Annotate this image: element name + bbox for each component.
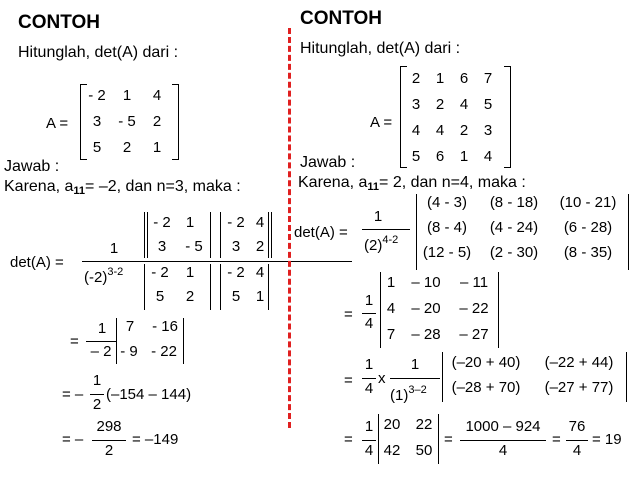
det-cell: – 11 bbox=[459, 274, 489, 291]
left-step1-den: $(-2)^{3-2}$ bbox=[84, 266, 124, 286]
det-cell: 1 bbox=[185, 264, 195, 281]
det-cell: - 5 bbox=[185, 238, 203, 255]
left-det4-bar-l bbox=[220, 264, 221, 310]
matrix-cell: 3 bbox=[92, 113, 102, 130]
right-step4-bar-r bbox=[438, 414, 439, 464]
right-step4-fraction-bar2 bbox=[460, 440, 546, 441]
det-cell: (–28 + 70) bbox=[451, 379, 521, 396]
matrix-cell: 4 bbox=[459, 96, 469, 113]
left-det2-bar-l bbox=[220, 212, 221, 258]
right-step1-lhs: det(A) = bbox=[294, 224, 348, 241]
left-title: CONTOH bbox=[18, 12, 100, 33]
left-det2-bar-r bbox=[268, 212, 269, 258]
right-step2-fraction-bar bbox=[362, 313, 376, 314]
det-cell: 7 bbox=[125, 318, 135, 335]
left-prompt: Hitunglah, det(A) dari : bbox=[18, 44, 179, 61]
right-step4-fraction-bar3 bbox=[566, 440, 588, 441]
matrix-cell: 2 bbox=[411, 70, 421, 87]
det-cell: 1 bbox=[386, 274, 396, 291]
left-step1-num: 1 bbox=[109, 240, 119, 257]
right-step3-times: x bbox=[378, 370, 386, 387]
left-det2-bar-r2 bbox=[271, 212, 272, 258]
matrix-cell: 2 bbox=[152, 113, 162, 130]
det-cell: 4 bbox=[386, 300, 396, 317]
left-matrix-bracket-right bbox=[172, 84, 179, 160]
right-step4-num2: 1000 – 924 bbox=[465, 418, 541, 435]
det-cell: (6 - 28) bbox=[563, 219, 613, 236]
matrix-cell: 1 bbox=[435, 70, 445, 87]
left-step4-den: 2 bbox=[104, 442, 114, 459]
det-cell: 50 bbox=[415, 442, 433, 459]
det-cell: 3 bbox=[157, 238, 167, 255]
left-step2-eq: = bbox=[70, 333, 79, 350]
det-cell: (8 - 35) bbox=[563, 244, 613, 261]
right-step1-num: 1 bbox=[373, 208, 383, 225]
matrix-cell: 2 bbox=[459, 122, 469, 139]
right-step3-fraction-bar2 bbox=[390, 378, 440, 379]
det-cell: 1 bbox=[185, 214, 195, 231]
right-step3-num2: 1 bbox=[410, 356, 420, 373]
matrix-cell: 1 bbox=[459, 148, 469, 165]
det-cell: - 16 bbox=[152, 318, 178, 335]
left-step3-rest: (–154 – 144) bbox=[106, 386, 192, 403]
det-cell: 2 bbox=[255, 238, 265, 255]
right-step2-bar-l bbox=[380, 272, 381, 348]
right-step4-num: 1 bbox=[364, 418, 374, 435]
left-matrix-label: A = bbox=[46, 115, 69, 132]
right-step4-eq2: = bbox=[444, 431, 453, 448]
right-step4-result: = 19 bbox=[592, 431, 622, 448]
left-det3-bar-l bbox=[144, 264, 145, 310]
det-cell: – 20 bbox=[411, 300, 441, 317]
matrix-cell: 3 bbox=[411, 96, 421, 113]
left-step3-eq: = – bbox=[62, 386, 84, 403]
det-cell: 4 bbox=[255, 264, 265, 281]
right-step2-bar-r bbox=[498, 272, 499, 348]
left-step2-fraction-bar bbox=[86, 341, 116, 342]
right-step1-fraction-bar bbox=[362, 229, 410, 230]
left-step4-result: = –149 bbox=[132, 431, 179, 448]
left-answer-label: Jawab : bbox=[4, 158, 60, 175]
right-step4-fraction-bar bbox=[362, 440, 376, 441]
matrix-cell: 4 bbox=[435, 122, 445, 139]
matrix-cell: 4 bbox=[483, 148, 493, 165]
det-cell: 22 bbox=[415, 416, 433, 433]
left-step4-fraction-bar bbox=[92, 440, 126, 441]
right-step2-num: 1 bbox=[364, 292, 374, 309]
det-cell: 7 bbox=[386, 326, 396, 343]
right-title: CONTOH bbox=[300, 8, 382, 29]
matrix-cell: 2 bbox=[435, 96, 445, 113]
left-det1-bar-l bbox=[144, 212, 145, 258]
left-det3-bar-r bbox=[210, 264, 211, 310]
det-cell: (8 - 18) bbox=[489, 194, 539, 211]
right-step1-den: $(2)^{4-2}$ bbox=[364, 234, 399, 254]
left-step3-num: 1 bbox=[92, 372, 102, 389]
right-step4-num3: 76 bbox=[568, 418, 586, 435]
matrix-cell: 2 bbox=[122, 139, 132, 156]
left-step4-eq: = – bbox=[62, 431, 84, 448]
right-step3-bar-r bbox=[626, 352, 627, 402]
left-step4-num: 298 bbox=[96, 418, 122, 435]
matrix-cell: 1 bbox=[122, 87, 132, 104]
matrix-cell: - 5 bbox=[118, 113, 136, 130]
right-step3-fraction-bar bbox=[362, 378, 376, 379]
right-step3-num: 1 bbox=[364, 356, 374, 373]
det-cell: (–22 + 44) bbox=[544, 354, 614, 371]
det-cell: (2 - 30) bbox=[489, 244, 539, 261]
det-cell: (8 - 4) bbox=[426, 219, 467, 236]
left-step2-den: – 2 bbox=[90, 343, 112, 360]
det-cell: 5 bbox=[155, 288, 165, 305]
matrix-cell: 7 bbox=[483, 70, 493, 87]
det-cell: (–20 + 40) bbox=[451, 354, 521, 371]
det-cell: 42 bbox=[383, 442, 401, 459]
matrix-cell: 5 bbox=[411, 148, 421, 165]
det-cell: 1 bbox=[255, 288, 265, 305]
right-step4-bar-l bbox=[378, 414, 379, 464]
matrix-cell: 3 bbox=[483, 122, 493, 139]
matrix-cell: 6 bbox=[459, 70, 469, 87]
left-det4-bar-r bbox=[268, 264, 269, 310]
det-cell: (–27 + 77) bbox=[544, 379, 614, 396]
det-cell: – 27 bbox=[459, 326, 489, 343]
det-cell: - 22 bbox=[151, 343, 177, 360]
det-cell: (4 - 24) bbox=[489, 219, 539, 236]
det-cell: – 28 bbox=[411, 326, 441, 343]
left-step2-num: 1 bbox=[97, 320, 107, 337]
det-cell: – 22 bbox=[459, 300, 489, 317]
left-step1-lhs: det(A) = bbox=[10, 254, 64, 271]
det-cell: - 2 bbox=[151, 264, 169, 281]
matrix-cell: 6 bbox=[435, 148, 445, 165]
right-step2-eq: = bbox=[344, 306, 353, 323]
left-step1-fraction-bar bbox=[82, 261, 352, 262]
det-cell: 4 bbox=[255, 214, 265, 231]
right-answer-label: Jawab : bbox=[300, 154, 356, 171]
det-cell: 5 bbox=[231, 288, 241, 305]
right-prompt: Hitunglah, det(A) dari : bbox=[300, 40, 461, 57]
det-cell: - 2 bbox=[227, 214, 245, 231]
left-step3-den: 2 bbox=[92, 396, 102, 413]
det-cell: - 2 bbox=[227, 264, 245, 281]
left-given: Karena, $a_{11}= -2$, dan n=3, maka : bbox=[4, 178, 241, 197]
left-step3-fraction-bar bbox=[90, 394, 104, 395]
right-step3-den: 4 bbox=[364, 380, 374, 397]
column-divider bbox=[288, 28, 291, 428]
left-step2-bar-r bbox=[183, 318, 184, 364]
right-step3-bar-l bbox=[442, 352, 443, 402]
det-cell: (10 - 21) bbox=[559, 194, 617, 211]
det-cell: 2 bbox=[185, 288, 195, 305]
right-given: Karena, $a_{11}= 2$, dan n=4, maka : bbox=[298, 174, 526, 193]
det-cell: 20 bbox=[383, 416, 401, 433]
det-cell: - 2 bbox=[153, 214, 171, 231]
right-step3-den2: $(1)^{3-2}$ bbox=[390, 384, 427, 404]
matrix-cell: - 2 bbox=[88, 87, 106, 104]
right-step4-den: 4 bbox=[364, 442, 374, 459]
matrix-cell: 4 bbox=[411, 122, 421, 139]
matrix-cell: 5 bbox=[92, 139, 102, 156]
right-step4-eq: = bbox=[344, 431, 353, 448]
right-matrix-label: A = bbox=[370, 114, 393, 131]
det-cell: (4 - 3) bbox=[426, 194, 467, 211]
det-cell: (12 - 5) bbox=[422, 244, 472, 261]
right-matrix-bracket-right bbox=[504, 66, 511, 168]
left-det1-bar-r bbox=[210, 212, 211, 258]
det-cell: – 10 bbox=[411, 274, 441, 291]
matrix-cell: 5 bbox=[483, 96, 493, 113]
right-step4-eq3: = bbox=[552, 431, 561, 448]
det-cell: 3 bbox=[231, 238, 241, 255]
right-step4-den2: 4 bbox=[498, 442, 508, 459]
right-step4-den3: 4 bbox=[572, 442, 582, 459]
matrix-cell: 4 bbox=[152, 87, 162, 104]
right-step1-bar-r bbox=[628, 194, 629, 270]
right-step2-den: 4 bbox=[364, 315, 374, 332]
matrix-cell: 1 bbox=[152, 139, 162, 156]
det-cell: - 9 bbox=[120, 343, 138, 360]
right-step3-eq: = bbox=[344, 372, 353, 389]
